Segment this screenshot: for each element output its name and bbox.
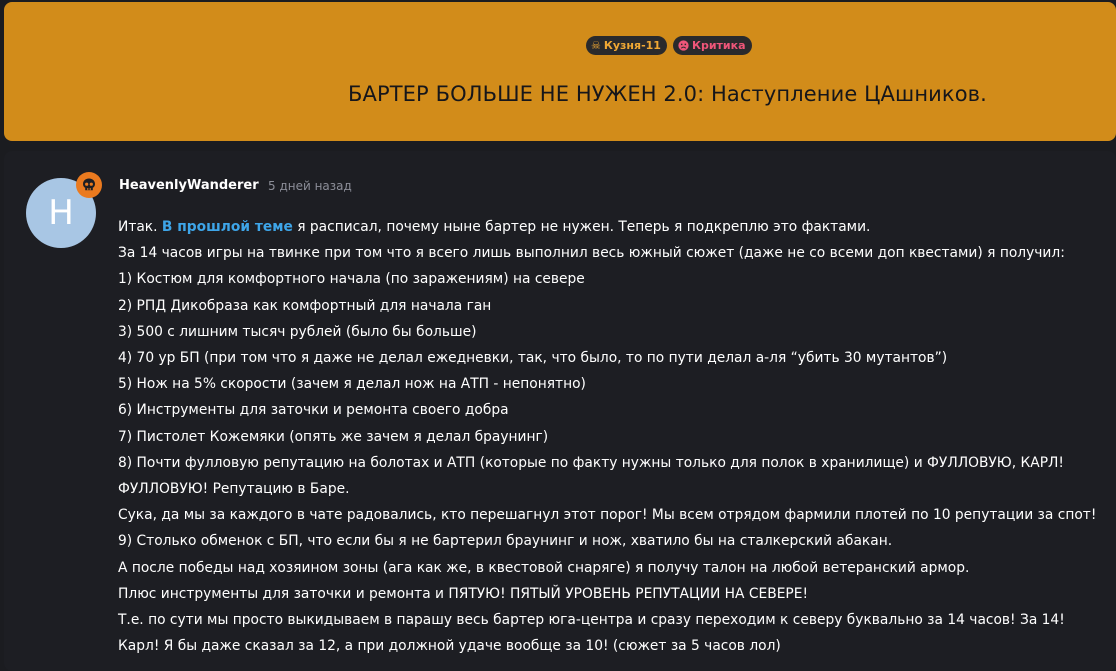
post-line: А после победы над хозяином зоны (ага как же, в квестовой снаряге) я получу талон на любой ветеранский армор. <box>118 559 970 576</box>
post-line: Плюс инструменты для заточки и ремонта и ПЯТУЮ! ПЯТЫЙ УРОВЕНЬ РЕПУТАЦИИ НА СЕВЕРЕ! <box>118 585 808 602</box>
angry-face-icon <box>678 40 689 51</box>
post-line: 8) Почти фулловую репутацию на болотах и АТП (которые по факту нужны только для полок в хранилище) и ФУЛЛОВУЮ, КАРЛ! ФУЛЛОВУЮ! Репутацию в Баре. <box>118 454 1064 498</box>
tag-list <box>586 36 752 55</box>
avatar-letter: H <box>48 193 74 233</box>
post-line: 2) РПД Дикобраза как комфортный для начала ган <box>118 297 492 314</box>
post-line: 9) Столько обменок с БП, что если бы я не бартерил браунинг и нож, хватило бы на сталкерский абакан. <box>118 533 893 550</box>
intro-text: я расписал, почему ныне бартер не нужен. Теперь я подкреплю это фактами. <box>292 219 871 235</box>
post-line: 5) Нож на 5% скорости (зачем я делал нож на АТП - непонятно) <box>118 376 586 393</box>
tag-label: Критика <box>691 39 746 52</box>
post-line: 4) 70 ур БП (при том что я даже не делал ежедневки, так, что было, то по пути делал а-ля “убить 30 мутантов”) <box>118 350 948 367</box>
post-line: 3) 500 с лишним тысяч рублей (было бы больше) <box>118 323 477 340</box>
intro-text: Итак. <box>118 219 162 235</box>
post-body <box>118 214 1108 659</box>
skull-crossbones-icon: ☠ <box>591 39 601 52</box>
tag-kritika[interactable] <box>673 36 752 55</box>
post-line: За 14 часов игры на твинке при том что я всего лишь выполнил весь южный сюжет (даже не со всеми доп квестами) я получил: <box>118 245 1065 262</box>
skull-icon <box>76 172 102 198</box>
post-timestamp: 5 дней назад <box>268 179 352 193</box>
post-line: 1) Костюм для комфортного начала (по заражениям) на севере <box>118 271 585 288</box>
tag-kuznya[interactable] <box>586 36 667 55</box>
post-line: 7) Пистолет Кожемяки (опять же зачем я делал браунинг) <box>118 428 549 445</box>
post <box>4 151 1116 671</box>
username[interactable]: HeavenlyWanderer <box>119 178 259 193</box>
post-line: 6) Инструменты для заточки и ремонта своего добра <box>118 402 509 419</box>
post-line: Сука, да мы за каждого в чате радовались, кто перешагнул этот порог! Мы всем отрядом фармили плотей по 10 репутации за спот! <box>118 507 1097 524</box>
post-line: Т.е. по сути мы просто выкидываем в парашу весь бартер юга-центра и сразу переходим к северу буквально за 14 часов! За 14! Карл! Я бы даже сказал за 12, а при должной удаче вообще за 10! (сюжет за 5 часов лол) <box>118 612 1065 655</box>
tag-label: Кузня-11 <box>603 39 661 52</box>
post-intro <box>118 214 1108 240</box>
previous-topic-link[interactable]: В прошлой теме <box>161 219 293 235</box>
page-title: БАРТЕР БОЛЬШЕ НЕ НУЖЕН 2.0: Наступление ЦАшников. <box>348 82 987 106</box>
topic-header <box>4 2 1116 141</box>
